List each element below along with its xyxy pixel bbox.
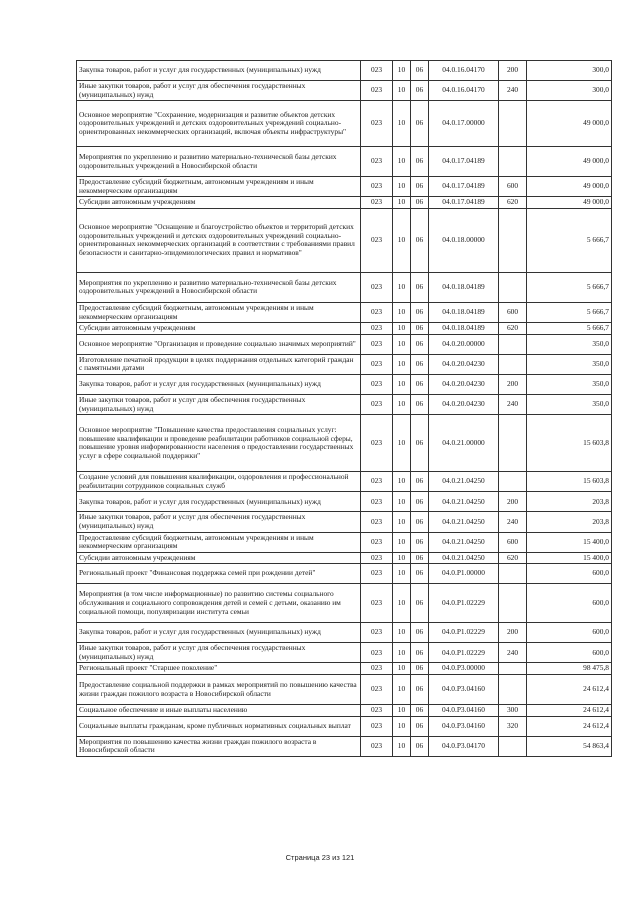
cell-section-code: 10 <box>393 272 411 302</box>
cell-amount: 24 612,4 <box>527 716 612 736</box>
cell-subsection-code: 06 <box>411 334 429 354</box>
cell-expense-type-code: 600 <box>499 302 527 322</box>
cell-description: Субсидии автономным учреждениям <box>77 197 361 209</box>
cell-subsection-code: 06 <box>411 101 429 147</box>
cell-target-item-code: 04.0.21.04250 <box>429 532 499 552</box>
cell-description: Иные закупки товаров, работ и услуг для обеспечения государственных (муниципальных) нужд <box>77 643 361 663</box>
table-row <box>77 415 612 472</box>
cell-target-item-code: 04.0.P3.04160 <box>429 705 499 717</box>
cell-subsection-code: 06 <box>411 272 429 302</box>
cell-description: Закупка товаров, работ и услуг для государственных (муниципальных) нужд <box>77 492 361 512</box>
cell-department-code: 023 <box>361 272 393 302</box>
cell-section-code: 10 <box>393 147 411 177</box>
cell-expense-type-code <box>499 354 527 374</box>
cell-description: Основное мероприятие "Повышение качества предоставления социальных услуг: повышение квалификации и проведение реабилитации работников социальной сферы, повышение уровня информированности населения о предоставлении государственных услуг в сфере социальной поддержки" <box>77 415 361 472</box>
cell-amount: 5 666,7 <box>527 323 612 335</box>
cell-description: Изготовление печатной продукции в целях поддержания отдельных категорий граждан с памятными датами <box>77 354 361 374</box>
table-body <box>77 61 612 757</box>
cell-description: Субсидии автономным учреждениям <box>77 552 361 564</box>
cell-department-code: 023 <box>361 334 393 354</box>
cell-section-code: 10 <box>393 623 411 643</box>
cell-expense-type-code <box>499 334 527 354</box>
cell-amount: 300,0 <box>527 61 612 81</box>
cell-amount: 600,0 <box>527 564 612 584</box>
cell-department-code: 023 <box>361 675 393 705</box>
cell-section-code: 10 <box>393 354 411 374</box>
table-row <box>77 101 612 147</box>
cell-description: Предоставление социальной поддержки в рамках мероприятий по повышению качества жизни граждан пожилого возраста в Новосибирской области <box>77 675 361 705</box>
cell-subsection-code: 06 <box>411 472 429 492</box>
cell-expense-type-code: 200 <box>499 61 527 81</box>
table-row <box>77 197 612 209</box>
cell-department-code: 023 <box>361 177 393 197</box>
cell-description: Региональный проект "Старшее поколение" <box>77 663 361 675</box>
cell-subsection-code: 06 <box>411 415 429 472</box>
table-row <box>77 302 612 322</box>
cell-target-item-code: 04.0.17.04189 <box>429 177 499 197</box>
cell-subsection-code: 06 <box>411 197 429 209</box>
cell-department-code: 023 <box>361 147 393 177</box>
cell-amount: 49 000,0 <box>527 147 612 177</box>
cell-amount: 600,0 <box>527 623 612 643</box>
cell-subsection-code: 06 <box>411 61 429 81</box>
cell-target-item-code: 04.0.P3.04170 <box>429 736 499 756</box>
cell-subsection-code: 06 <box>411 512 429 532</box>
cell-department-code: 023 <box>361 472 393 492</box>
cell-subsection-code: 06 <box>411 492 429 512</box>
cell-target-item-code: 04.0.21.00000 <box>429 415 499 472</box>
cell-section-code: 10 <box>393 663 411 675</box>
table-row <box>77 584 612 623</box>
cell-subsection-code: 06 <box>411 564 429 584</box>
cell-expense-type-code <box>499 584 527 623</box>
cell-amount: 5 666,7 <box>527 302 612 322</box>
cell-description: Региональный проект "Финансовая поддержка семей при рождении детей" <box>77 564 361 584</box>
cell-description: Иные закупки товаров, работ и услуг для обеспечения государственных (муниципальных) нужд <box>77 512 361 532</box>
cell-department-code: 023 <box>361 564 393 584</box>
cell-target-item-code: 04.0.P1.02229 <box>429 623 499 643</box>
cell-target-item-code: 04.0.18.04189 <box>429 272 499 302</box>
cell-department-code: 023 <box>361 354 393 374</box>
cell-description: Мероприятия по укреплению и развитию материально-технической базы детских оздоровительных учреждений в Новосибирской области <box>77 147 361 177</box>
table-row <box>77 472 612 492</box>
cell-department-code: 023 <box>361 512 393 532</box>
cell-amount: 15 603,8 <box>527 472 612 492</box>
cell-subsection-code: 06 <box>411 705 429 717</box>
cell-section-code: 10 <box>393 61 411 81</box>
cell-subsection-code: 06 <box>411 394 429 414</box>
cell-amount: 350,0 <box>527 374 612 394</box>
table-row <box>77 552 612 564</box>
cell-section-code: 10 <box>393 643 411 663</box>
cell-subsection-code: 06 <box>411 374 429 394</box>
cell-target-item-code: 04.0.21.04250 <box>429 512 499 532</box>
cell-expense-type-code <box>499 663 527 675</box>
cell-expense-type-code <box>499 472 527 492</box>
cell-section-code: 10 <box>393 512 411 532</box>
table-row <box>77 736 612 756</box>
cell-expense-type-code: 620 <box>499 323 527 335</box>
cell-expense-type-code <box>499 147 527 177</box>
cell-expense-type-code: 200 <box>499 492 527 512</box>
cell-description: Мероприятия (в том числе информационные) по развитию системы социального обслуживания и социального сопровождения детей и семей с детьми, оказанию им социальной помощи, популяризации института семьи <box>77 584 361 623</box>
cell-expense-type-code: 320 <box>499 716 527 736</box>
table-row <box>77 716 612 736</box>
cell-department-code: 023 <box>361 323 393 335</box>
cell-subsection-code: 06 <box>411 643 429 663</box>
cell-target-item-code: 04.0.P3.04160 <box>429 716 499 736</box>
cell-department-code: 023 <box>361 81 393 101</box>
page-number: Страница 23 из 121 <box>285 853 355 862</box>
table-row <box>77 177 612 197</box>
table-row <box>77 532 612 552</box>
table-row <box>77 663 612 675</box>
cell-target-item-code: 04.0.17.00000 <box>429 101 499 147</box>
cell-department-code: 023 <box>361 736 393 756</box>
cell-expense-type-code <box>499 272 527 302</box>
cell-amount: 5 666,7 <box>527 208 612 272</box>
cell-description: Иные закупки товаров, работ и услуг для обеспечения государственных (муниципальных) нужд <box>77 394 361 414</box>
cell-description: Субсидии автономным учреждениям <box>77 323 361 335</box>
cell-department-code: 023 <box>361 374 393 394</box>
cell-amount: 5 666,7 <box>527 272 612 302</box>
cell-section-code: 10 <box>393 177 411 197</box>
cell-description: Основное мероприятие "Оснащение и благоустройство объектов и территорий детских оздоровительных учреждений и детских оздоровительных учреждений социально-ориентированных некоммерческих организаций в соответствии с требованиями правил безопасности и санитарно-эпидемиологических правил и нормативов" <box>77 208 361 272</box>
cell-description: Мероприятия по укреплению и развитию материально-технической базы детских оздоровительных учреждений в Новосибирской области <box>77 272 361 302</box>
cell-subsection-code: 06 <box>411 736 429 756</box>
cell-amount: 24 612,4 <box>527 705 612 717</box>
table-row <box>77 354 612 374</box>
cell-expense-type-code: 240 <box>499 512 527 532</box>
cell-target-item-code: 04.0.16.04170 <box>429 61 499 81</box>
cell-amount: 203,8 <box>527 512 612 532</box>
cell-section-code: 10 <box>393 532 411 552</box>
cell-expense-type-code <box>499 736 527 756</box>
cell-target-item-code: 04.0.20.04230 <box>429 374 499 394</box>
cell-expense-type-code: 600 <box>499 177 527 197</box>
table-row <box>77 512 612 532</box>
table-row <box>77 623 612 643</box>
cell-target-item-code: 04.0.18.04189 <box>429 323 499 335</box>
cell-subsection-code: 06 <box>411 354 429 374</box>
cell-section-code: 10 <box>393 564 411 584</box>
cell-section-code: 10 <box>393 705 411 717</box>
cell-department-code: 023 <box>361 552 393 564</box>
cell-department-code: 023 <box>361 643 393 663</box>
cell-amount: 350,0 <box>527 354 612 374</box>
cell-subsection-code: 06 <box>411 177 429 197</box>
cell-description: Создание условий для повышения квалификации, оздоровления и профессиональной реабилитации сотрудников социальных служб <box>77 472 361 492</box>
cell-amount: 54 863,4 <box>527 736 612 756</box>
cell-description: Основное мероприятие "Организация и проведение социально значимых мероприятий" <box>77 334 361 354</box>
cell-subsection-code: 06 <box>411 584 429 623</box>
cell-expense-type-code <box>499 415 527 472</box>
table-row <box>77 81 612 101</box>
cell-section-code: 10 <box>393 472 411 492</box>
table-row <box>77 492 612 512</box>
cell-amount: 49 000,0 <box>527 101 612 147</box>
cell-section-code: 10 <box>393 716 411 736</box>
budget-table <box>76 60 612 757</box>
cell-amount: 15 400,0 <box>527 552 612 564</box>
cell-section-code: 10 <box>393 334 411 354</box>
cell-expense-type-code: 240 <box>499 643 527 663</box>
cell-subsection-code: 06 <box>411 552 429 564</box>
table-row <box>77 705 612 717</box>
cell-section-code: 10 <box>393 197 411 209</box>
table-row <box>77 334 612 354</box>
cell-target-item-code: 04.0.P1.02229 <box>429 584 499 623</box>
cell-department-code: 023 <box>361 663 393 675</box>
cell-target-item-code: 04.0.21.04250 <box>429 552 499 564</box>
cell-target-item-code: 04.0.P1.02229 <box>429 643 499 663</box>
cell-expense-type-code: 300 <box>499 705 527 717</box>
cell-target-item-code: 04.0.20.00000 <box>429 334 499 354</box>
cell-description: Иные закупки товаров, работ и услуг для обеспечения государственных (муниципальных) нужд <box>77 81 361 101</box>
cell-section-code: 10 <box>393 81 411 101</box>
cell-section-code: 10 <box>393 394 411 414</box>
cell-target-item-code: 04.0.20.04230 <box>429 354 499 374</box>
cell-amount: 203,8 <box>527 492 612 512</box>
cell-amount: 300,0 <box>527 81 612 101</box>
cell-description: Предоставление субсидий бюджетным, автономным учреждениям и иным некоммерческим организациям <box>77 302 361 322</box>
cell-section-code: 10 <box>393 584 411 623</box>
cell-description: Предоставление субсидий бюджетным, автономным учреждениям и иным некоммерческим организациям <box>77 177 361 197</box>
cell-subsection-code: 06 <box>411 663 429 675</box>
cell-amount: 350,0 <box>527 334 612 354</box>
cell-target-item-code: 04.0.18.04189 <box>429 302 499 322</box>
cell-expense-type-code: 200 <box>499 374 527 394</box>
cell-subsection-code: 06 <box>411 323 429 335</box>
cell-expense-type-code <box>499 208 527 272</box>
cell-description: Закупка товаров, работ и услуг для государственных (муниципальных) нужд <box>77 623 361 643</box>
cell-subsection-code: 06 <box>411 532 429 552</box>
cell-description: Мероприятия по повышению качества жизни граждан пожилого возраста в Новосибирской области <box>77 736 361 756</box>
cell-amount: 98 475,8 <box>527 663 612 675</box>
cell-section-code: 10 <box>393 675 411 705</box>
cell-description: Основное мероприятие "Сохранение, модернизация и развитие объектов детских оздоровительных учреждений и детских оздоровительных учреждений социально-ориентированных некоммерческих организаций, включая объекты инфраструктуры" <box>77 101 361 147</box>
cell-expense-type-code: 240 <box>499 394 527 414</box>
cell-target-item-code: 04.0.21.04250 <box>429 492 499 512</box>
cell-subsection-code: 06 <box>411 147 429 177</box>
cell-target-item-code: 04.0.P3.00000 <box>429 663 499 675</box>
table-row <box>77 323 612 335</box>
cell-amount: 49 000,0 <box>527 197 612 209</box>
cell-department-code: 023 <box>361 492 393 512</box>
table-row <box>77 147 612 177</box>
cell-department-code: 023 <box>361 623 393 643</box>
cell-department-code: 023 <box>361 302 393 322</box>
cell-target-item-code: 04.0.17.04189 <box>429 197 499 209</box>
cell-department-code: 023 <box>361 61 393 81</box>
cell-amount: 600,0 <box>527 584 612 623</box>
cell-amount: 15 603,8 <box>527 415 612 472</box>
cell-target-item-code: 04.0.20.04230 <box>429 394 499 414</box>
cell-department-code: 023 <box>361 584 393 623</box>
cell-subsection-code: 06 <box>411 623 429 643</box>
cell-expense-type-code: 620 <box>499 552 527 564</box>
cell-section-code: 10 <box>393 374 411 394</box>
table-row <box>77 374 612 394</box>
cell-amount: 49 000,0 <box>527 177 612 197</box>
cell-section-code: 10 <box>393 415 411 472</box>
cell-description: Закупка товаров, работ и услуг для государственных (муниципальных) нужд <box>77 61 361 81</box>
cell-amount: 350,0 <box>527 394 612 414</box>
cell-expense-type-code <box>499 675 527 705</box>
cell-subsection-code: 06 <box>411 302 429 322</box>
cell-description: Социальные выплаты гражданам, кроме публичных нормативных социальных выплат <box>77 716 361 736</box>
cell-target-item-code: 04.0.P3.04160 <box>429 675 499 705</box>
table-row <box>77 61 612 81</box>
cell-amount: 600,0 <box>527 643 612 663</box>
cell-section-code: 10 <box>393 302 411 322</box>
cell-department-code: 023 <box>361 716 393 736</box>
cell-expense-type-code <box>499 564 527 584</box>
cell-department-code: 023 <box>361 394 393 414</box>
cell-department-code: 023 <box>361 101 393 147</box>
table-row <box>77 208 612 272</box>
cell-target-item-code: 04.0.18.00000 <box>429 208 499 272</box>
cell-expense-type-code: 200 <box>499 623 527 643</box>
cell-expense-type-code: 620 <box>499 197 527 209</box>
cell-department-code: 023 <box>361 532 393 552</box>
cell-expense-type-code <box>499 101 527 147</box>
cell-subsection-code: 06 <box>411 208 429 272</box>
cell-section-code: 10 <box>393 323 411 335</box>
cell-department-code: 023 <box>361 208 393 272</box>
cell-description: Предоставление субсидий бюджетным, автономным учреждениям и иным некоммерческим организациям <box>77 532 361 552</box>
cell-target-item-code: 04.0.21.04250 <box>429 472 499 492</box>
table-row <box>77 675 612 705</box>
cell-target-item-code: 04.0.16.04170 <box>429 81 499 101</box>
cell-description: Социальное обеспечение и иные выплаты населению <box>77 705 361 717</box>
table-row <box>77 394 612 414</box>
cell-section-code: 10 <box>393 208 411 272</box>
cell-target-item-code: 04.0.17.04189 <box>429 147 499 177</box>
cell-department-code: 023 <box>361 705 393 717</box>
cell-amount: 15 400,0 <box>527 532 612 552</box>
cell-amount: 24 612,4 <box>527 675 612 705</box>
table-row <box>77 272 612 302</box>
cell-department-code: 023 <box>361 415 393 472</box>
cell-section-code: 10 <box>393 101 411 147</box>
cell-expense-type-code: 240 <box>499 81 527 101</box>
cell-expense-type-code: 600 <box>499 532 527 552</box>
cell-department-code: 023 <box>361 197 393 209</box>
cell-subsection-code: 06 <box>411 81 429 101</box>
table-row <box>77 643 612 663</box>
cell-subsection-code: 06 <box>411 675 429 705</box>
cell-subsection-code: 06 <box>411 716 429 736</box>
table-row <box>77 564 612 584</box>
cell-target-item-code: 04.0.P1.00000 <box>429 564 499 584</box>
cell-description: Закупка товаров, работ и услуг для государственных (муниципальных) нужд <box>77 374 361 394</box>
cell-section-code: 10 <box>393 736 411 756</box>
cell-section-code: 10 <box>393 552 411 564</box>
cell-section-code: 10 <box>393 492 411 512</box>
